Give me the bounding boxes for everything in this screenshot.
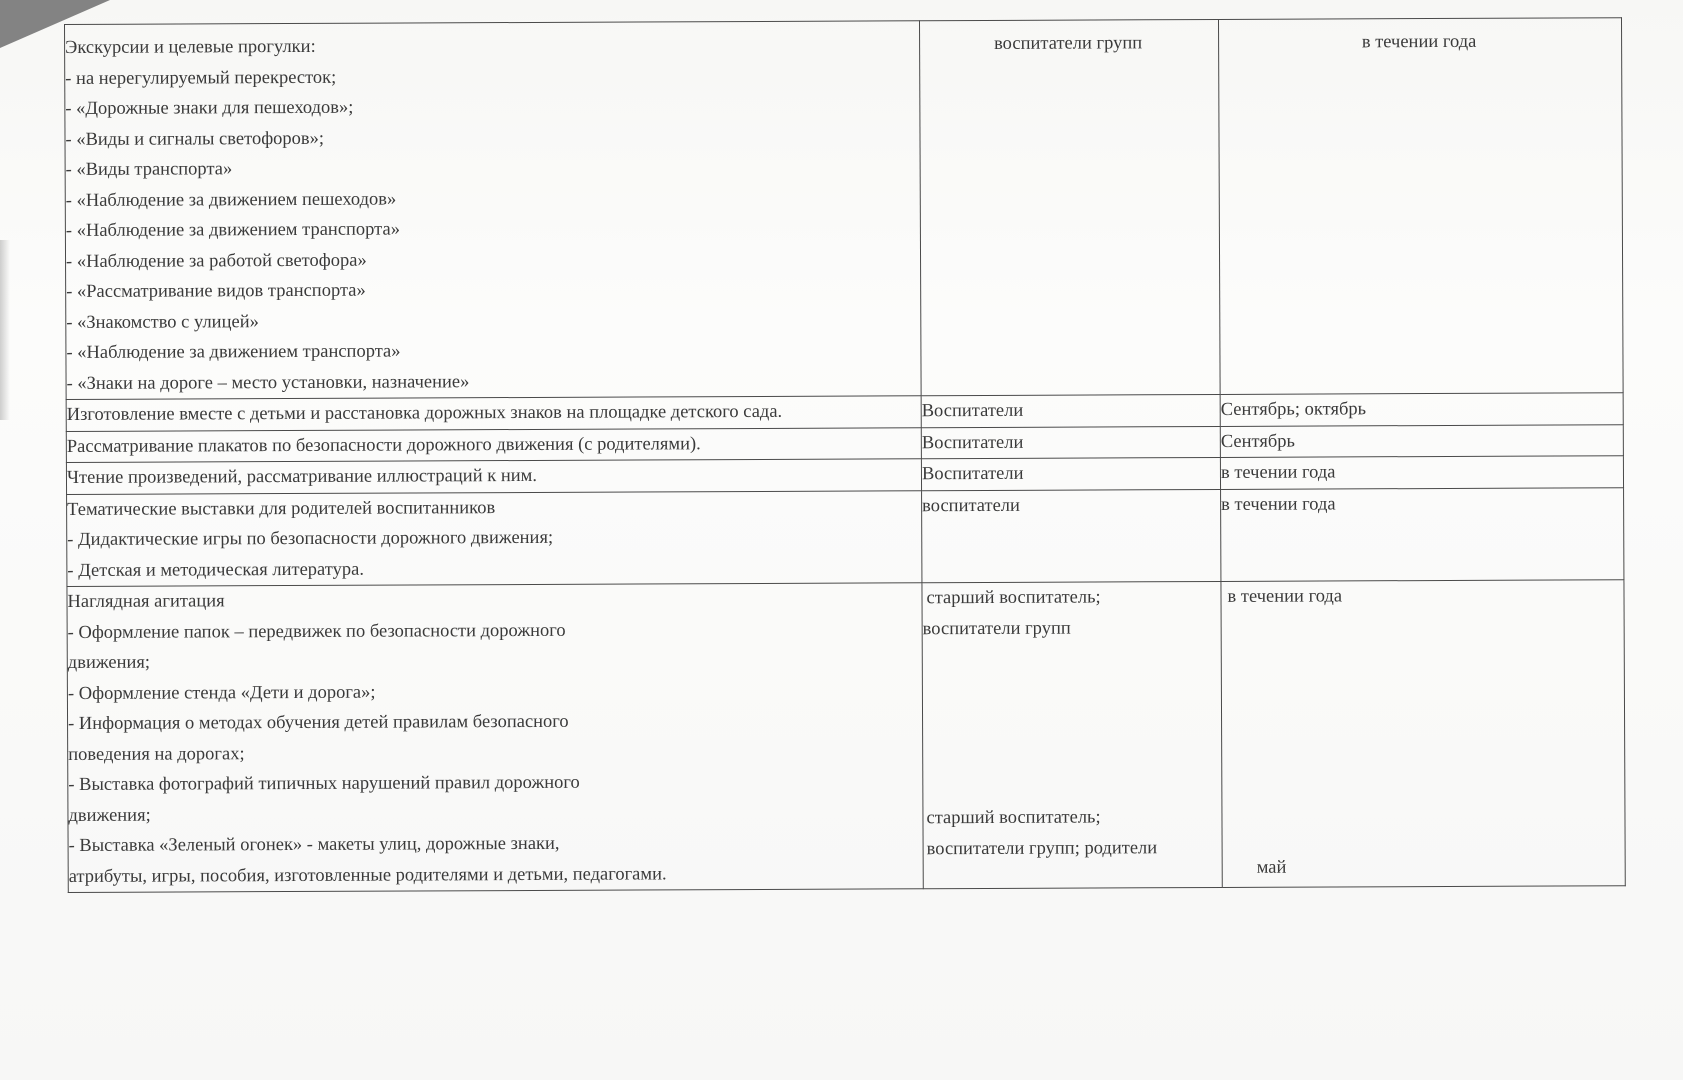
responsible-text: старший воспитатель; — [926, 587, 1101, 609]
activity-line: - «Виды транспорта» — [65, 159, 233, 180]
activity-line: - Выставка фотографий типичных нарушений правил дорожного — [68, 772, 580, 795]
responsible-cell — [921, 394, 1220, 427]
term-bottom-group — [1257, 852, 1287, 883]
term-text: май — [1256, 857, 1287, 878]
activity-line: - «Наблюдение за движением пешеходов» — [65, 189, 397, 211]
term-cell — [1221, 487, 1624, 581]
activity-line: движения; — [68, 805, 151, 826]
activity-cell — [67, 490, 922, 586]
activity-line: - Выставка «Зеленый огонек» - макеты улиц, дорожные знаки, — [68, 833, 560, 856]
activity-cell — [66, 427, 921, 462]
responsible-cell — [919, 19, 1220, 395]
activity-line: - «Знакомство с улицей» — [66, 311, 259, 333]
activity-line: движения; — [67, 652, 151, 673]
responsible-text: старший воспитатель; — [926, 807, 1101, 829]
activity-plan-table — [64, 17, 1626, 893]
activity-line: - Оформление папок – передвижек по безопасности дорожного — [67, 620, 566, 643]
activity-line: - Оформление стенда «Дети и дорога»; — [67, 682, 376, 704]
activity-cell — [67, 583, 923, 893]
term-text: в течении года — [1220, 462, 1336, 483]
activity-line: - Детская и методическая литература. — [67, 559, 364, 581]
responsible-cell — [921, 457, 1220, 490]
responsible-text: Воспитатели — [921, 400, 1024, 422]
responsible-text: воспитатели групп; родители — [926, 837, 1158, 859]
activity-line: - «Рассматривание видов транспорта» — [66, 280, 366, 302]
activity-line: - Дидактические игры по безопасности дорожного движения; — [67, 527, 554, 550]
activity-line: Рассматривание плакатов по безопасности дорожного движения (с родителями). — [66, 433, 701, 457]
activity-line: поведения на дорогах; — [68, 743, 245, 765]
responsible-bottom-group — [926, 802, 1157, 864]
activity-cell — [66, 396, 921, 431]
activity-line: - «Наблюдение за движением транспорта» — [65, 219, 400, 241]
term-text: в течении года — [1227, 586, 1343, 607]
activity-line: Тематические выставки для родителей воспитанников — [67, 497, 496, 520]
term-text: Сентябрь — [1220, 431, 1296, 452]
activity-line: - «Дорожные знаки для пешеходов»; — [65, 97, 354, 119]
term-cell — [1221, 580, 1625, 888]
responsible-cell — [922, 581, 1222, 888]
responsible-text: воспитатели — [922, 495, 1020, 516]
activity-cell — [65, 21, 922, 400]
activity-line: - Информация о методах обучения детей правилам безопасного — [68, 711, 569, 734]
activity-line: Экскурсии и целевые прогулки: — [65, 36, 316, 58]
activity-line: - «Наблюдение за работой светофора» — [65, 250, 367, 272]
term-text: в течении года — [1221, 493, 1336, 515]
responsible-text: Воспитатели — [921, 432, 1024, 453]
activity-cell — [66, 459, 921, 494]
activity-line: Наглядная агитация — [67, 591, 225, 612]
responsible-cell — [922, 489, 1221, 583]
page-edge-shadow — [0, 240, 10, 420]
table-row — [67, 580, 1625, 893]
term-cell — [1220, 424, 1623, 457]
term-text: в течении года — [1361, 31, 1477, 53]
activity-line: - на нерегулируемый перекресток; — [65, 67, 337, 89]
term-cell — [1220, 456, 1623, 489]
term-text: Сентябрь; октябрь — [1220, 399, 1367, 420]
activity-line: - «Виды и сигналы светофоров»; — [65, 128, 325, 150]
activity-line: - «Наблюдение за движением транспорта» — [66, 341, 401, 363]
term-cell — [1220, 393, 1623, 426]
table-row — [67, 487, 1624, 586]
responsible-text: воспитатели групп — [922, 618, 1071, 639]
responsible-text: Воспитатели — [921, 463, 1024, 485]
table-row — [65, 18, 1624, 400]
activity-line: Изготовление вместе с детьми и расстановка дорожных знаков на площадке детского сада. — [66, 401, 783, 425]
responsible-cell — [921, 426, 1220, 459]
responsible-text: воспитатели групп — [994, 33, 1143, 54]
activity-line: - «Знаки на дороге – место установки, назначение» — [66, 371, 470, 394]
activity-line: Чтение произведений, рассматривание иллюстраций к ним. — [66, 465, 538, 488]
activity-line: атрибуты, игры, пособия, изготовленные родителями и детьми, педагогами. — [68, 863, 667, 887]
term-cell — [1218, 18, 1623, 395]
